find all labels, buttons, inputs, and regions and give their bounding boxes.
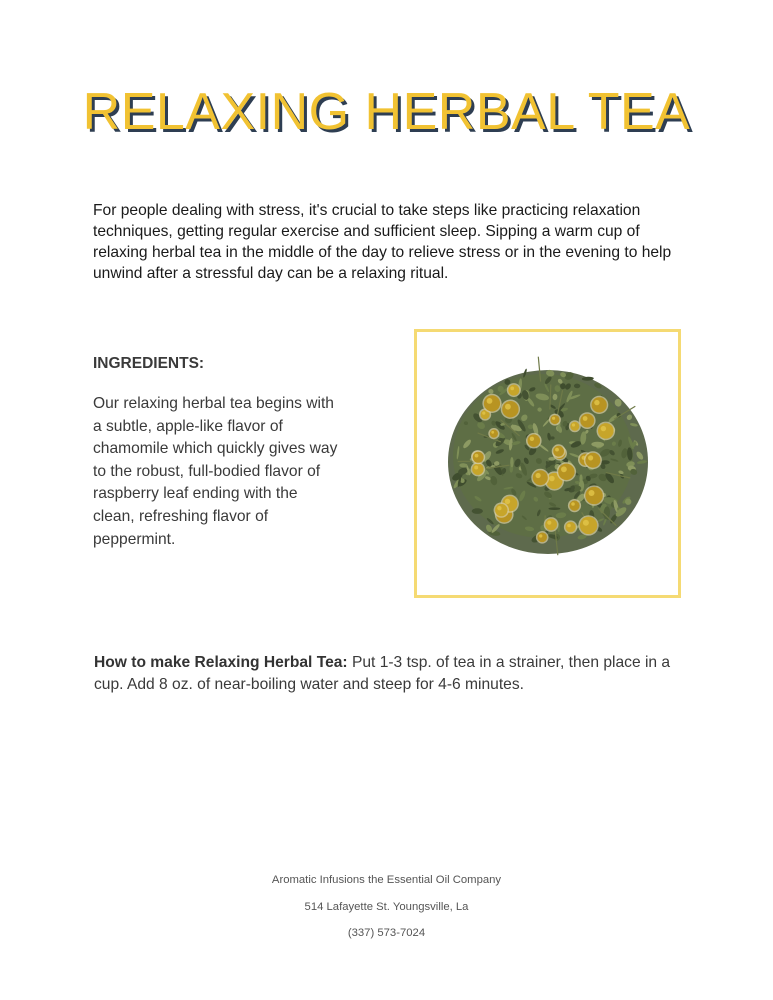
page-title: RELAXING HERBAL TEA (82, 83, 691, 141)
tea-image-frame (414, 329, 681, 598)
intro-paragraph: For people dealing with stress, it's crucial to take steps like practicing relaxation techniques, getting regular exercise and sufficient sleep. Sipping a warm cup of relaxing herbal tea in the middle of the day to relieve stress or in the evening to help unwind after a stressful day can be a relaxing ritual. (93, 202, 672, 282)
how-to-label: How to make Relaxing Herbal Tea: (94, 654, 348, 671)
how-to-instructions (94, 652, 694, 696)
herbal-tea-photo (417, 332, 678, 595)
ingredients-heading: INGREDIENTS: (93, 355, 205, 372)
how-to-text: Put 1-3 tsp. of tea in a strainer, then place in a cup. Add 8 oz. of near-boiling water and steep for 4-6 minutes. (94, 654, 671, 693)
footer-phone: (337) 573-7024 (347, 927, 426, 939)
footer-address: 514 Lafayette St. Youngsville, La (304, 901, 469, 913)
footer-company: Aromatic Infusions the Essential Oil Company (271, 874, 502, 886)
ingredients-description: Our relaxing herbal tea begins with a subtle, apple-like flavor of chamomile which quickly gives way to the robust, full-bodied flavor of raspberry leaf ending with the clean, refreshing flavor of peppermint. (93, 395, 338, 548)
